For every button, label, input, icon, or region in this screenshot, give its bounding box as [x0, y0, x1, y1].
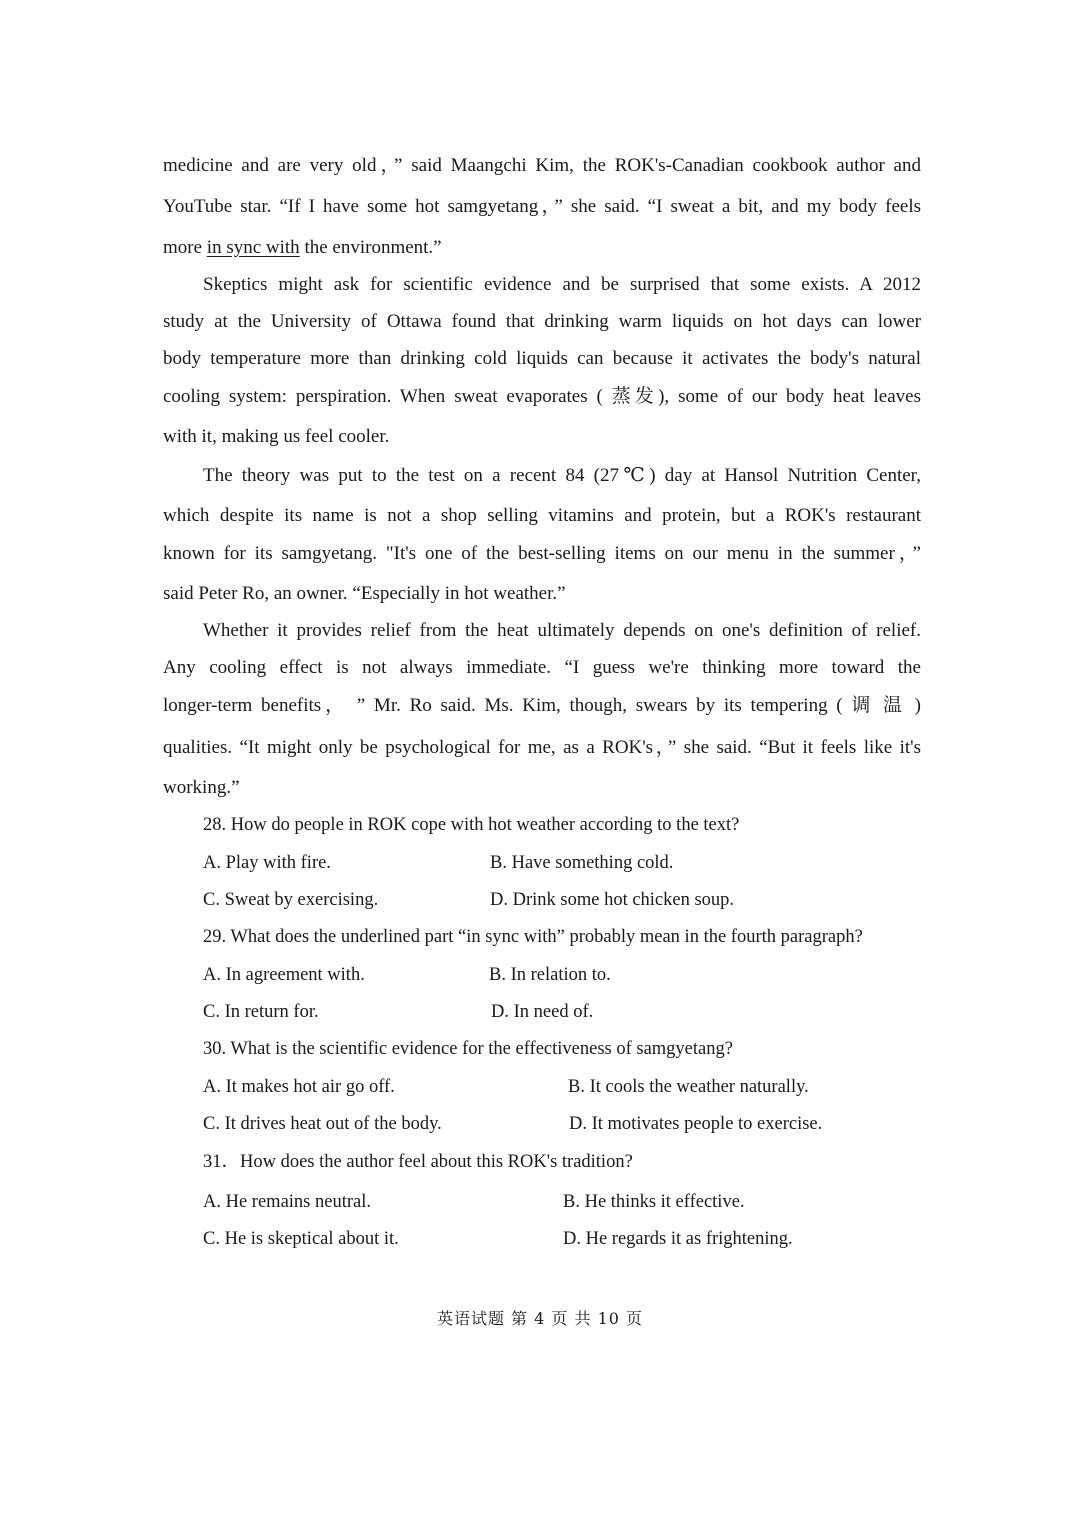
question-29-option-d[interactable]: D. In need of. [491, 1002, 594, 1022]
question-30-option-a[interactable]: A. It makes hot air go off. [203, 1077, 395, 1097]
question-31-option-b[interactable]: B. He thinks it effective. [563, 1192, 745, 1212]
passage-line: cooling system: perspiration. When sweat evaporates ( 蒸发), some of our body heat leaves [163, 386, 921, 407]
question-29-option-a[interactable]: A. In agreement with. [203, 965, 365, 985]
question-29-option-c[interactable]: C. In return for. [203, 1002, 319, 1022]
question-28-stem: 28. How do people in ROK cope with hot weather according to the text? [203, 815, 740, 835]
underlined-phrase: in sync with [206, 237, 300, 258]
passage-line [163, 236, 921, 260]
passage-line: medicine and are very old，” said Maangchi Kim, the ROK's-Canadian cookbook author and [163, 155, 921, 176]
question-29-stem: 29. What does the underlined part “in sync with” probably mean in the fourth paragraph? [203, 927, 863, 947]
passage-line: study at the University of Ottawa found that drinking warm liquids on hot days can lower [163, 311, 921, 332]
passage-line: body temperature more than drinking cold liquids can because it activates the body's natural [163, 348, 921, 369]
passage-line: longer-term benefits， ” Mr. Ro said. Ms. Kim, though, swears by its tempering ( 调 温 ) [163, 695, 921, 716]
passage-line: said Peter Ro, an owner. “Especially in hot weather.” [163, 583, 566, 604]
question-28-option-c[interactable]: C. Sweat by exercising. [203, 890, 379, 910]
passage-line: working.” [163, 777, 240, 798]
passage-line: known for its samgyetang. "It's one of the best-selling items on our menu in the summer，” [163, 543, 921, 564]
question-28-option-a[interactable]: A. Play with fire. [203, 853, 331, 873]
passage-line: The theory was put to the test on a recent 84 (27℃) day at Hansol Nutrition Center, [203, 465, 921, 486]
passage-line: with it, making us feel cooler. [163, 426, 390, 447]
passage-line: Whether it provides relief from the heat ultimately depends on one's definition of relief. [203, 620, 921, 641]
passage-text: the environment.” [299, 237, 442, 258]
question-28-option-d[interactable]: D. Drink some hot chicken soup. [490, 890, 735, 910]
passage-line: YouTube star. “If I have some hot samgyetang，” she said. “I sweat a bit, and my body feels [163, 196, 921, 217]
question-31-option-d[interactable]: D. He regards it as frightening. [563, 1229, 793, 1249]
question-31-stem: 31．How does the author feel about this ROK's tradition? [203, 1152, 633, 1172]
question-30-option-c[interactable]: C. It drives heat out of the body. [203, 1114, 442, 1134]
question-31-option-c[interactable]: C. He is skeptical about it. [203, 1229, 399, 1249]
passage-text: more [163, 237, 207, 258]
passage-line: Any cooling effect is not always immediate. “I guess we're thinking more toward the [163, 657, 921, 678]
question-31-option-a[interactable]: A. He remains neutral. [203, 1192, 371, 1212]
question-30-option-b[interactable]: B. It cools the weather naturally. [568, 1077, 809, 1097]
page-footer: 英语试题 第 4 页 共 10 页 [436, 1309, 644, 1328]
passage-line: Skeptics might ask for scientific evidence and be surprised that some exists. A 2012 [203, 274, 921, 295]
question-28-option-b[interactable]: B. Have something cold. [490, 853, 674, 873]
question-29-option-b[interactable]: B. In relation to. [489, 965, 611, 985]
passage-line: qualities. “It might only be psychological for me, as a ROK's，” she said. “But it feels like it's [163, 737, 921, 758]
question-30-option-d[interactable]: D. It motivates people to exercise. [569, 1114, 823, 1134]
passage-line: which despite its name is not a shop selling vitamins and protein, but a ROK's restaurant [163, 505, 921, 526]
question-30-stem: 30. What is the scientific evidence for the effectiveness of samgyetang? [203, 1039, 733, 1059]
